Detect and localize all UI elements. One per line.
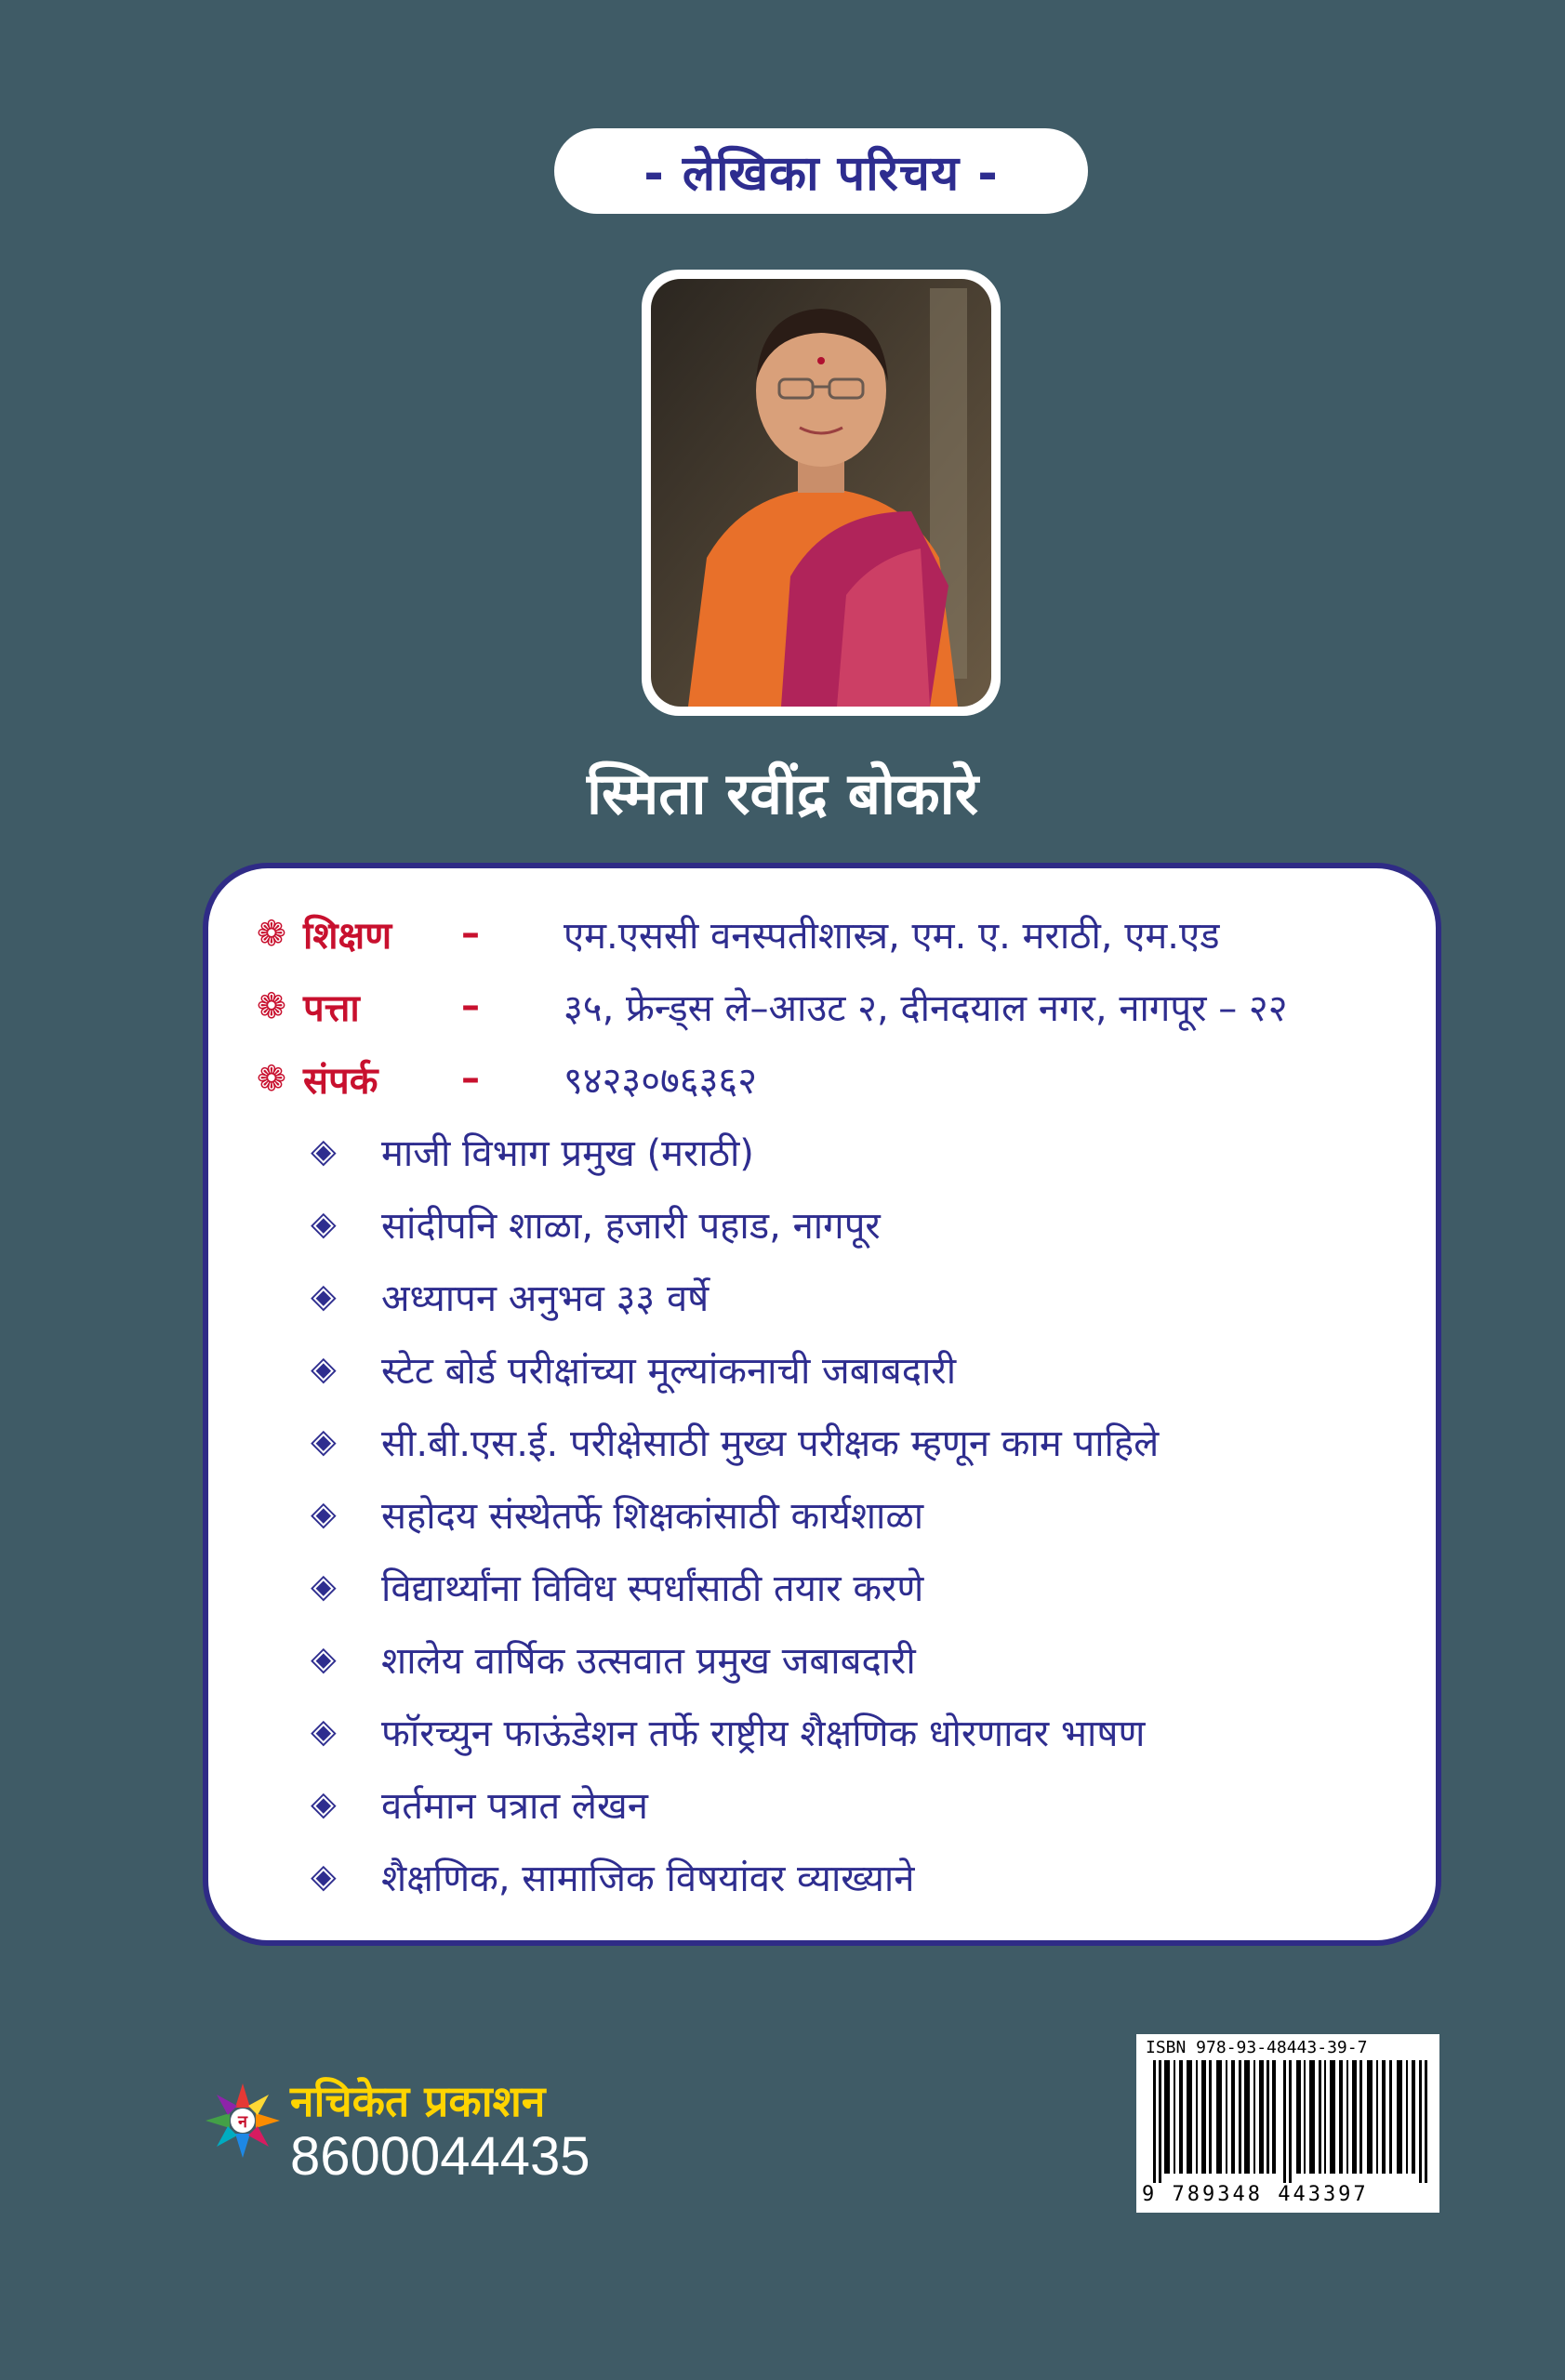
list-item-text: स्टेट बोर्ड परीक्षांच्या मूल्यांकनाची जबाबदारी (381, 1349, 957, 1393)
logo-letter: न (238, 2112, 247, 2132)
isbn-label: ISBN 978-93-48443-39-7 (1146, 2038, 1368, 2057)
list-item (311, 1776, 648, 1831)
list-item-text: माजी विभाग प्रमुख (मराठी) (381, 1131, 754, 1175)
list-item (311, 1848, 914, 1904)
list-item-text: अध्यापन अनुभव ३३ वर्षे (381, 1276, 710, 1320)
list-item-text: सांदीपनि शाळा, हजारी पहाड, नागपूर (381, 1204, 881, 1248)
diamond-bullet-icon: ◈ (311, 1276, 337, 1316)
list-item-text: शालेय वार्षिक उत्सवात प्रमुख जबाबदारी (381, 1639, 916, 1683)
diamond-bullet-icon: ◈ (311, 1349, 337, 1388)
publisher-name: नचिकेत प्रकाशन (290, 2076, 546, 2126)
barcode-icon (1153, 2060, 1428, 2183)
diamond-bullet-icon: ◈ (311, 1421, 337, 1461)
list-item-text: फॉरच्युन फाऊंडेशन तर्फे राष्ट्रीय शैक्षणिक धोरणावर भाषण (381, 1712, 1146, 1755)
diamond-bullet-icon: ◈ (311, 1494, 337, 1533)
author-photo (642, 270, 1001, 716)
author-info-panel (203, 863, 1441, 1946)
diamond-bullet-icon: ◈ (311, 1131, 337, 1170)
barcode-number: 9 789348 443397 (1142, 2183, 1369, 2206)
flower-icon: ❁ (257, 1058, 286, 1099)
detail-address (257, 978, 1288, 1034)
list-item-text: शैक्षणिक, सामाजिक विषयांवर व्याख्याने (381, 1857, 915, 1900)
list-item (311, 1486, 923, 1541)
diamond-bullet-icon: ◈ (311, 1712, 337, 1751)
detail-value: ९४२३०७६३६२ (564, 1059, 757, 1103)
diamond-bullet-icon: ◈ (311, 1639, 337, 1678)
detail-label: संपर्क (303, 1059, 378, 1103)
isbn-barcode (1136, 2034, 1439, 2213)
list-item (311, 1268, 709, 1324)
list-item (311, 1703, 1145, 1759)
detail-dash: – (461, 1057, 480, 1100)
detail-label: पत्ता (303, 986, 360, 1030)
detail-education (257, 906, 1220, 961)
diamond-bullet-icon: ◈ (311, 1784, 337, 1823)
list-item-text: विद्यार्थ्यांना विविध स्पर्धांसाठी तयार करणे (381, 1567, 924, 1610)
detail-value: एम.एससी वनस्पतीशास्त्र, एम. ए. मराठी, एम.एड (564, 914, 1220, 958)
list-item (311, 1631, 916, 1686)
section-title: - लेखिका परिचय - (554, 128, 1088, 214)
detail-label: शिक्षण (303, 914, 392, 958)
detail-dash: – (461, 912, 480, 955)
publisher-phone: 8600044435 (290, 2126, 590, 2187)
list-item (311, 1341, 956, 1396)
detail-contact (257, 1051, 757, 1106)
list-item-text: सहोदय संस्थेतर्फे शिक्षकांसाठी कार्यशाळा (381, 1494, 924, 1538)
flower-icon: ❁ (257, 913, 286, 954)
list-item (311, 1413, 1159, 1469)
detail-dash: – (461, 985, 480, 1027)
list-item-text: सी.बी.एस.ई. परीक्षेसाठी मुख्य परीक्षक म्हणून काम पाहिले (381, 1421, 1160, 1465)
list-item (311, 1123, 754, 1179)
detail-value: ३५, फ्रेन्ड्स ले–आउट २, दीनदयाल नगर, नागपूर – २२ (564, 986, 1288, 1030)
list-item (311, 1558, 923, 1614)
list-item-text: वर्तमान पत्रात लेखन (381, 1784, 648, 1828)
author-name: स्मिता रवींद्र बोकारे (586, 760, 979, 827)
list-item (311, 1196, 881, 1251)
publisher-logo-icon (205, 2082, 281, 2159)
diamond-bullet-icon: ◈ (311, 1567, 337, 1606)
diamond-bullet-icon: ◈ (311, 1204, 337, 1243)
diamond-bullet-icon: ◈ (311, 1857, 337, 1896)
flower-icon: ❁ (257, 985, 286, 1026)
